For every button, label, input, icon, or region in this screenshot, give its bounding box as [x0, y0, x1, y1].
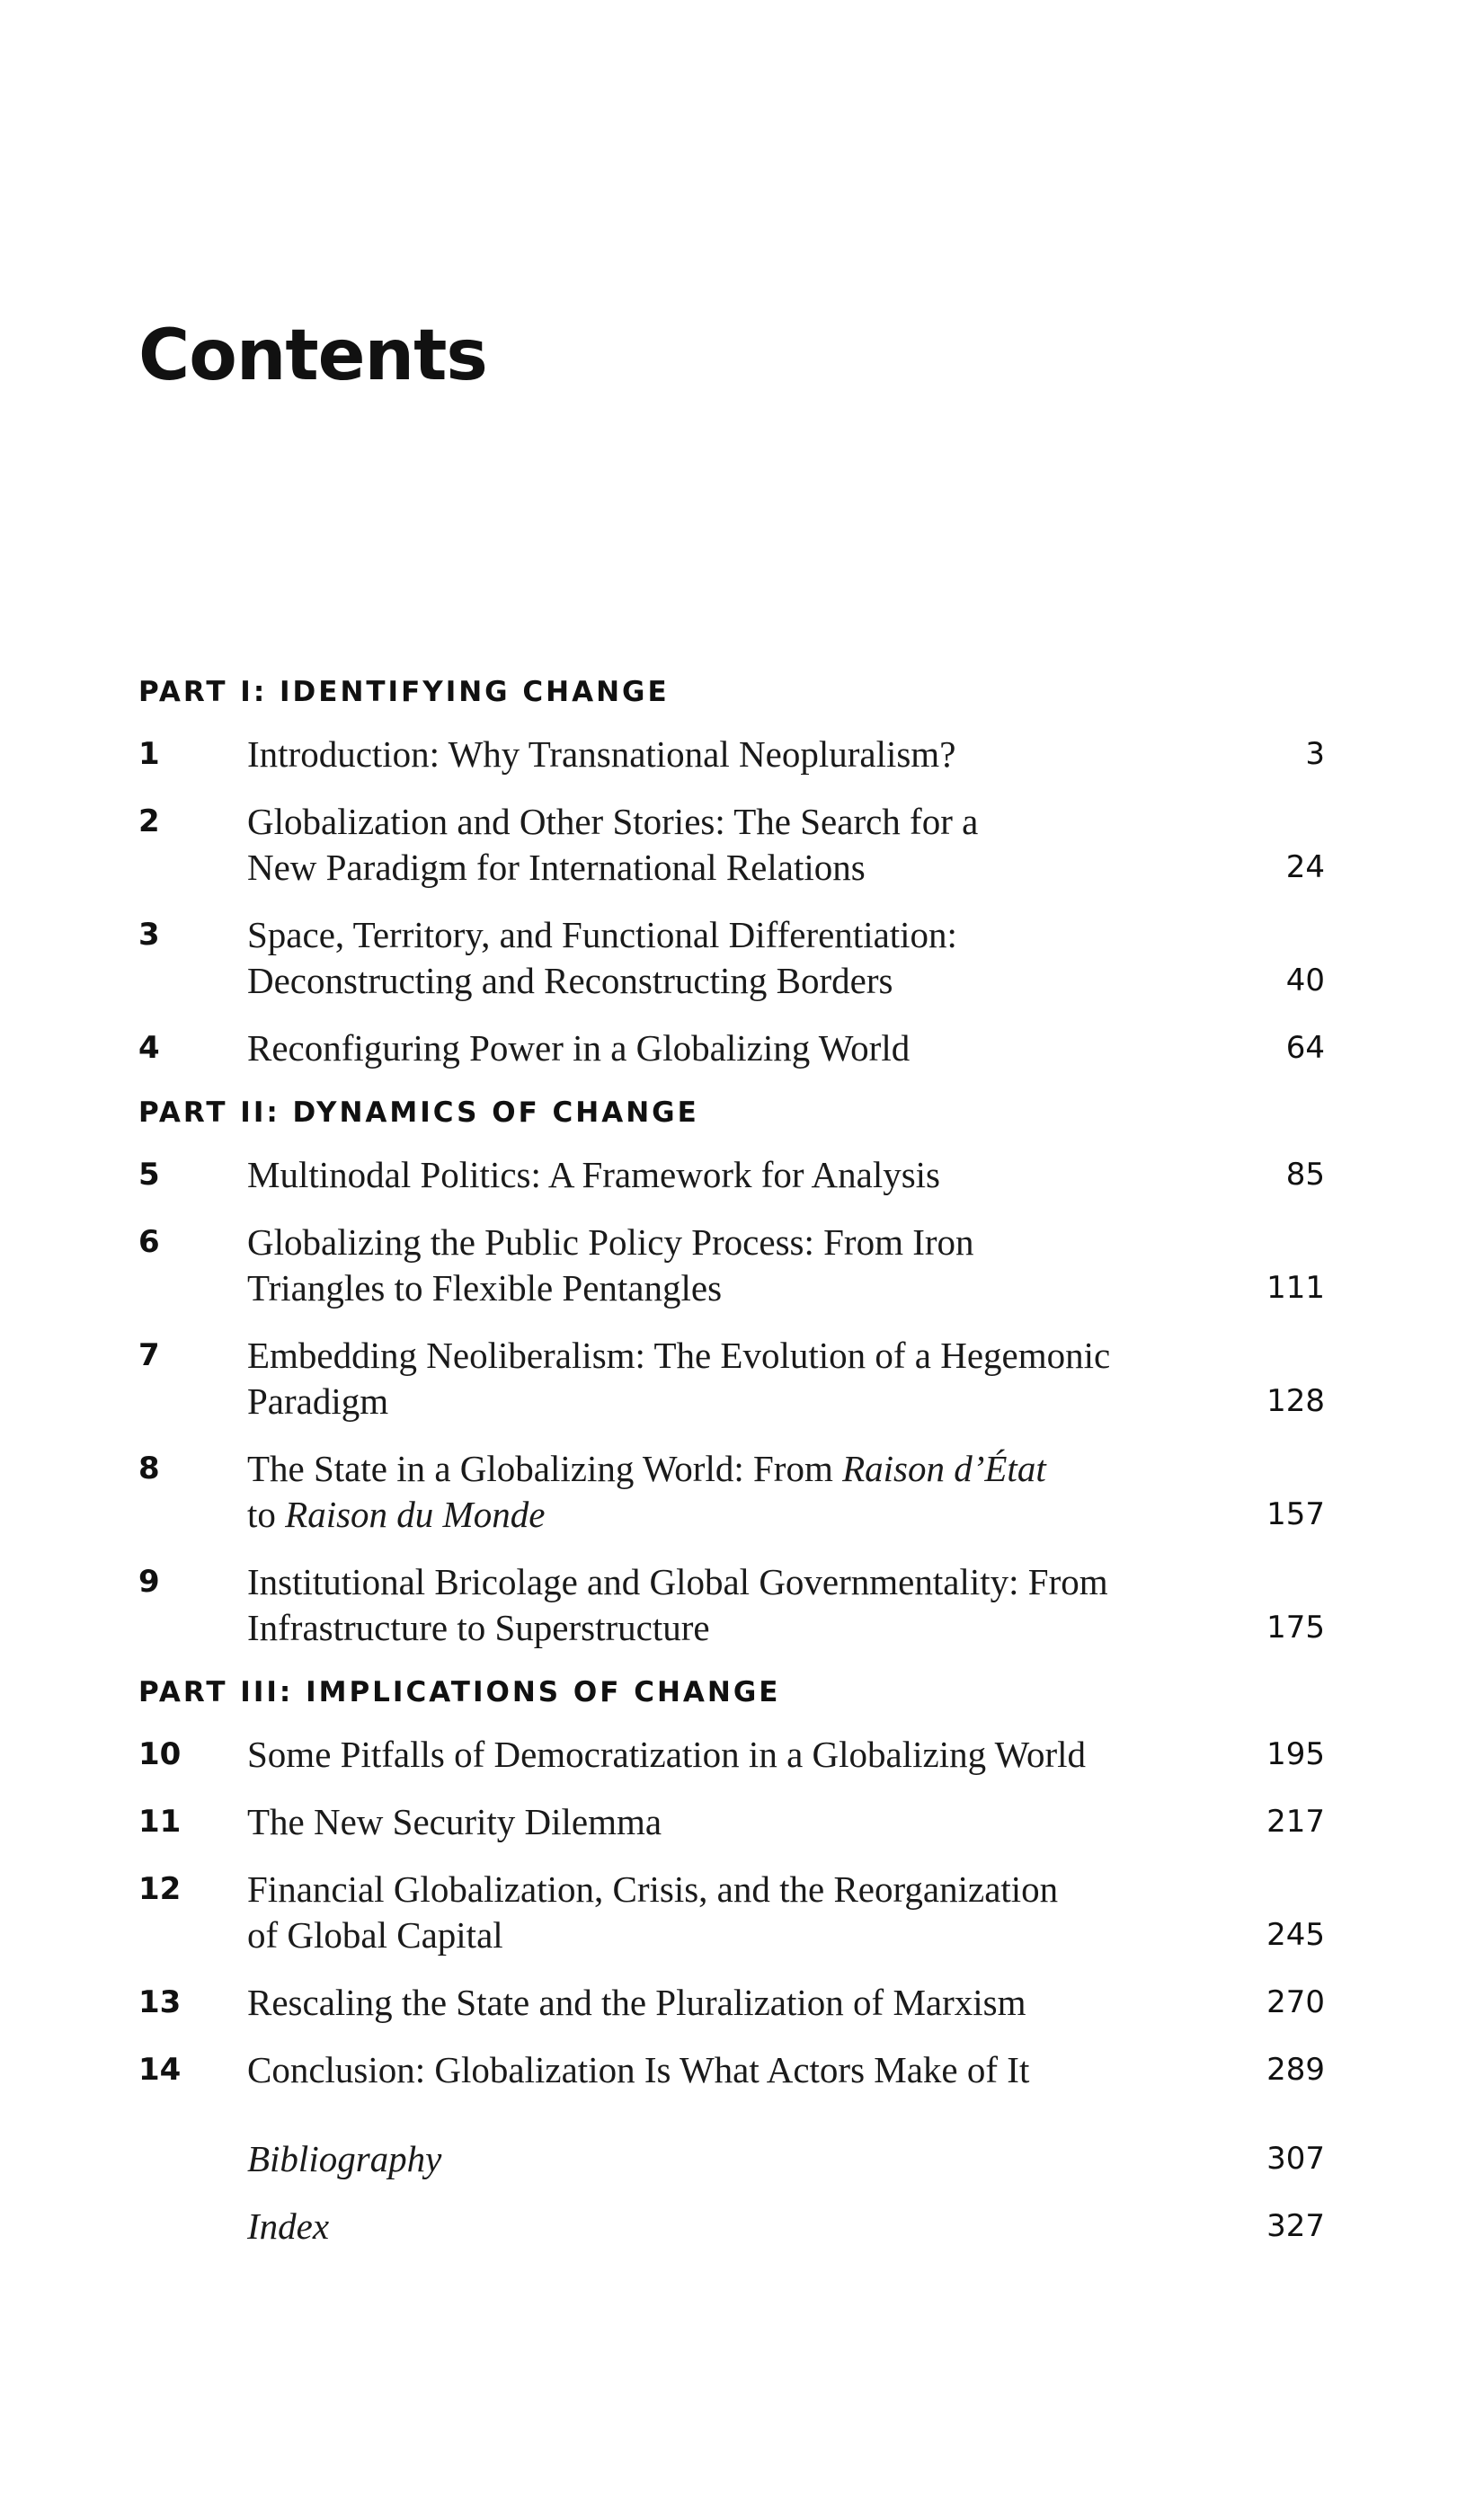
chapter-number: 13	[138, 1984, 182, 2020]
chapter-title-line: Financial Globalization, Crisis, and the Reorganization	[247, 1868, 1059, 1910]
toc-entry-chapter-7[interactable]	[138, 1333, 1325, 1424]
chapter-number: 3	[138, 917, 160, 953]
page-number: 270	[1266, 1984, 1325, 2020]
page-number: 128	[1266, 1383, 1325, 1419]
chapter-number: 6	[138, 1224, 160, 1260]
toc-entry-chapter-12[interactable]	[138, 1867, 1325, 1958]
page-title: Contents	[138, 315, 487, 396]
chapter-title-line: Institutional Bricolage and Global Governmentality: From	[247, 1561, 1108, 1602]
page-number: 289	[1266, 2052, 1325, 2088]
chapter-number: 4	[138, 1030, 160, 1066]
backmatter	[138, 2136, 1325, 2249]
chapter-title-line: Globalization and Other Stories: The Search for a	[247, 801, 979, 842]
chapter-title-line: Infrastructure to Superstructure	[247, 1607, 710, 1648]
page-number: 245	[1266, 1917, 1325, 1953]
chapter-title	[247, 1152, 1200, 1198]
page-number: 3	[1305, 736, 1325, 772]
chapter-title-line: Conclusion: Globalization Is What Actors Make of It	[247, 2049, 1030, 2090]
chapter-title-italic: Raison d’État	[842, 1448, 1046, 1489]
chapter-title	[247, 912, 1200, 1004]
part-heading: PART II: DYNAMICS OF CHANGE	[138, 1096, 699, 1129]
chapter-number: 12	[138, 1871, 182, 1907]
chapter-title-line: Globalizing the Public Policy Process: From Iron	[247, 1221, 974, 1263]
page-number: 157	[1266, 1496, 1325, 1532]
toc-entry-chapter-4[interactable]	[138, 1025, 1325, 1071]
chapter-title	[247, 1559, 1200, 1651]
chapter-title-line: Paradigm	[247, 1380, 389, 1422]
part-1	[138, 672, 1325, 1071]
page-number: 24	[1285, 849, 1325, 885]
toc-entry-chapter-8[interactable]	[138, 1446, 1325, 1538]
chapter-title-line: Space, Territory, and Functional Differentiation:	[247, 914, 957, 955]
page-number: 217	[1266, 1804, 1325, 1840]
page-number: 111	[1266, 1270, 1325, 1306]
page-number: 327	[1266, 2208, 1325, 2244]
chapter-number: 1	[138, 736, 160, 772]
page-number: 64	[1285, 1030, 1325, 1066]
toc-entry-chapter-2[interactable]	[138, 799, 1325, 891]
chapter-title	[247, 1980, 1200, 2026]
chapter-title-plain: The State in a Globalizing World: From	[247, 1448, 843, 1489]
part-3	[138, 1673, 1325, 2093]
chapter-title-line: Some Pitfalls of Democratization in a Globalizing World	[247, 1734, 1087, 1775]
chapter-number: 11	[138, 1804, 182, 1840]
toc-entry-chapter-11[interactable]	[138, 1799, 1325, 1845]
chapter-title-line	[247, 1446, 1200, 1492]
chapter-title	[247, 1867, 1200, 1958]
page-number: 195	[1266, 1736, 1325, 1772]
chapter-title-line: Rescaling the State and the Pluralization of Marxism	[247, 1982, 1026, 2023]
chapter-title	[247, 799, 1200, 891]
part-heading: PART I: IDENTIFYING CHANGE	[138, 676, 670, 708]
table-of-contents	[138, 672, 1325, 2271]
toc-entry-chapter-6[interactable]	[138, 1220, 1325, 1311]
chapter-title	[247, 1220, 1200, 1311]
chapter-number: 8	[138, 1451, 160, 1486]
chapter-number: 9	[138, 1564, 160, 1600]
chapter-number: 5	[138, 1157, 160, 1193]
toc-entry-chapter-9[interactable]	[138, 1559, 1325, 1651]
backmatter-title: Index	[247, 2205, 330, 2247]
chapter-title	[247, 1732, 1200, 1778]
chapter-title-line: of Global Capital	[247, 1914, 503, 1956]
chapter-title-line: Embedding Neoliberalism: The Evolution of a Hegemonic	[247, 1335, 1111, 1376]
page-number: 40	[1285, 963, 1325, 998]
page-number: 307	[1266, 2141, 1325, 2177]
toc-entry-chapter-14[interactable]	[138, 2047, 1325, 2093]
chapter-title	[247, 1799, 1200, 1845]
chapter-title	[247, 1446, 1200, 1538]
chapter-title-line: Triangles to Flexible Pentangles	[247, 1267, 723, 1309]
chapter-title-line: Introduction: Why Transnational Neopluralism?	[247, 733, 956, 775]
toc-entry-chapter-13[interactable]	[138, 1980, 1325, 2026]
chapter-number: 10	[138, 1736, 182, 1772]
page-number: 175	[1266, 1610, 1325, 1646]
chapter-title-line	[247, 1492, 1200, 1538]
part-2	[138, 1093, 1325, 1651]
chapter-title-italic: Raison du Monde	[285, 1494, 546, 1535]
toc-entry-bibliography[interactable]	[138, 2136, 1325, 2182]
chapter-title-line: New Paradigm for International Relations	[247, 847, 866, 888]
chapter-title-line: Reconfiguring Power in a Globalizing World	[247, 1027, 911, 1069]
toc-entry-chapter-5[interactable]	[138, 1152, 1325, 1198]
toc-entry-chapter-1[interactable]	[138, 732, 1325, 777]
chapter-title	[247, 2047, 1200, 2093]
chapter-number: 7	[138, 1337, 160, 1373]
backmatter-title: Bibliography	[247, 2138, 442, 2179]
chapter-title	[247, 1333, 1200, 1424]
chapter-title	[247, 1025, 1200, 1071]
chapter-title-line: Deconstructing and Reconstructing Borders	[247, 960, 893, 1001]
chapter-title-line: Multinodal Politics: A Framework for Analysis	[247, 1154, 941, 1195]
chapter-number: 2	[138, 803, 160, 839]
toc-entry-index[interactable]	[138, 2204, 1325, 2249]
toc-entry-chapter-10[interactable]	[138, 1732, 1325, 1778]
page-number: 85	[1285, 1157, 1325, 1193]
chapter-title	[247, 732, 1200, 777]
toc-entry-chapter-3[interactable]	[138, 912, 1325, 1004]
chapter-title-line: The New Security Dilemma	[247, 1801, 662, 1842]
chapter-number: 14	[138, 2052, 182, 2088]
chapter-title-plain: to	[247, 1494, 286, 1535]
part-heading: PART III: IMPLICATIONS OF CHANGE	[138, 1676, 781, 1708]
